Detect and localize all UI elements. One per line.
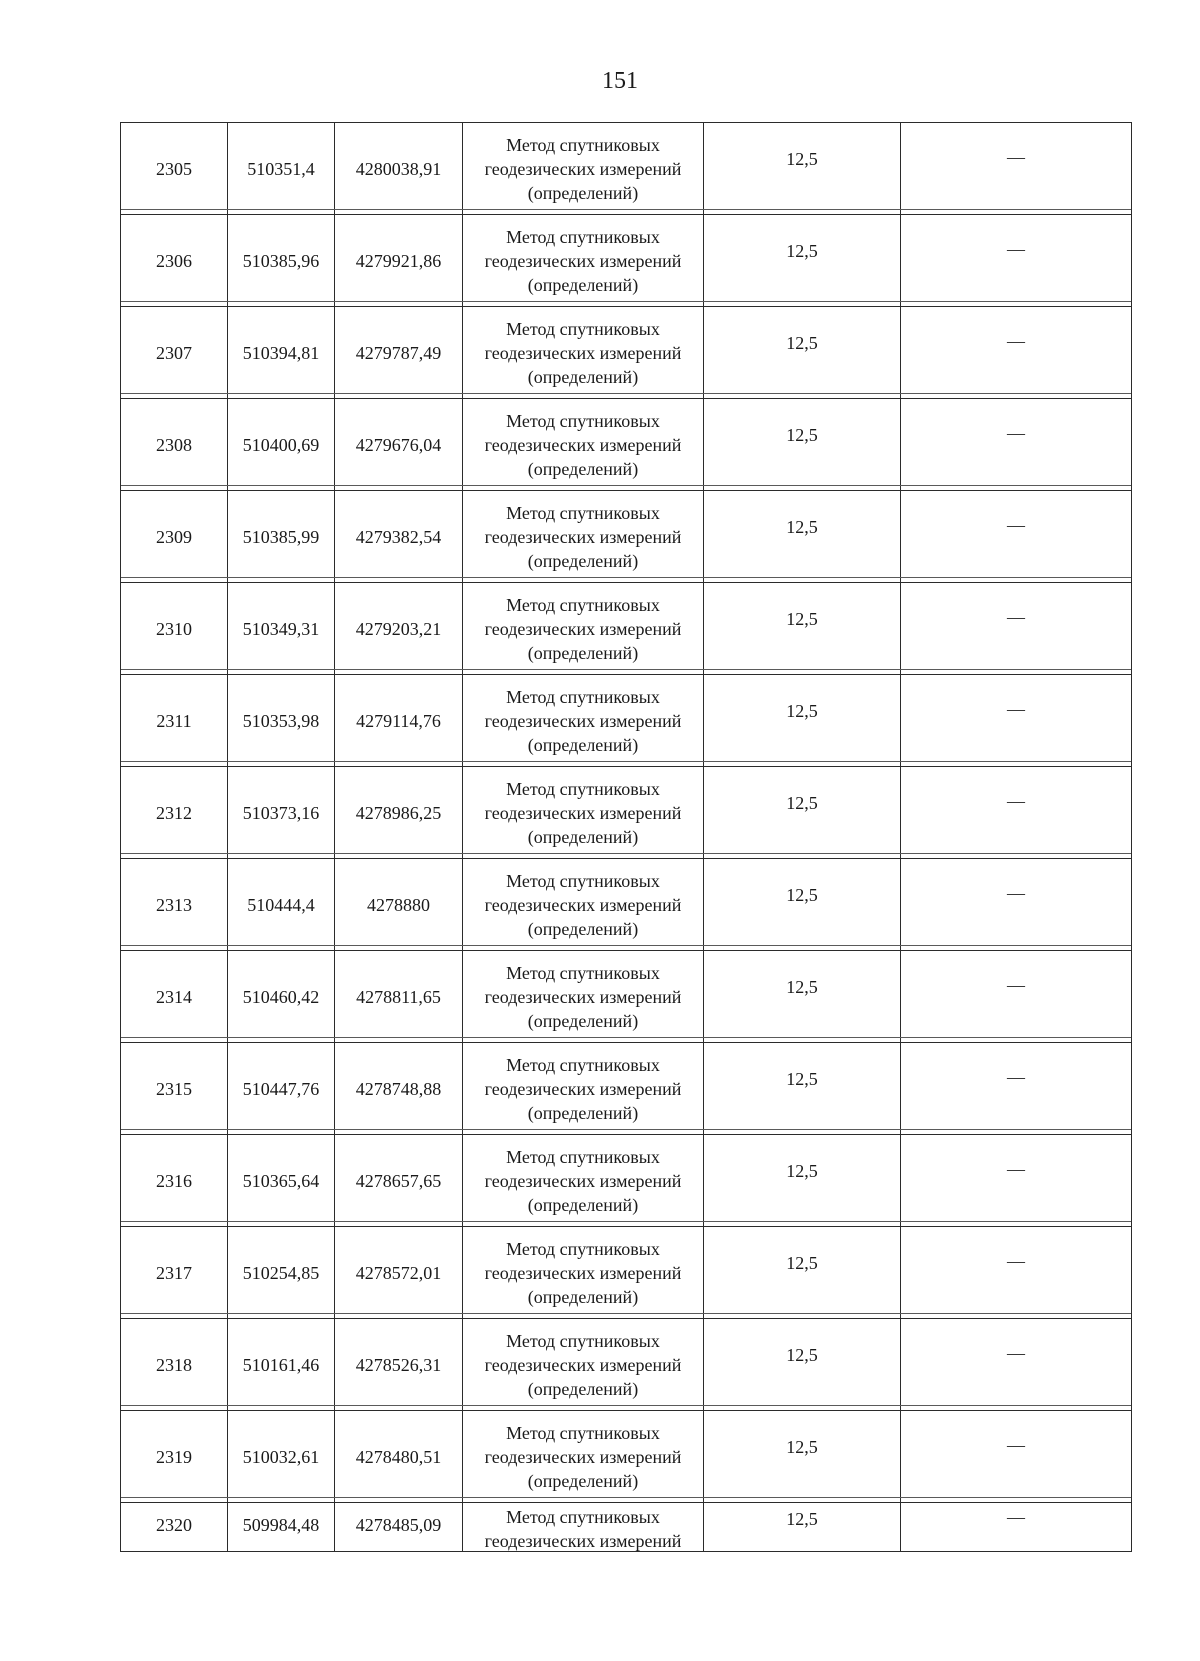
method-line: (определений): [527, 550, 639, 571]
method-cell: [463, 675, 704, 766]
method-line: (определений): [527, 274, 639, 295]
method-line: (определений): [527, 1102, 639, 1123]
y-coordinate-cell: 4279676,04: [335, 399, 463, 490]
accuracy-cell: 12,5: [704, 1043, 901, 1134]
table-row: [121, 307, 1131, 399]
method-cell: [463, 583, 704, 674]
method-line: (определений): [527, 642, 639, 663]
table-row: [121, 1043, 1131, 1135]
method-line: геодезических измерений: [484, 1262, 682, 1283]
method-cell: [463, 1319, 704, 1410]
table-row: [121, 675, 1131, 767]
description-cell: —: [1007, 791, 1025, 811]
y-coordinate-cell: 4278811,65: [335, 951, 463, 1042]
y-coordinate-cell: 4278986,25: [335, 767, 463, 858]
x-coordinate-cell: 510032,61: [228, 1411, 335, 1502]
x-coordinate-cell: 510365,64: [228, 1135, 335, 1226]
x-coordinate-cell: 510161,46: [228, 1319, 335, 1410]
point-number-cell: 2319: [121, 1411, 228, 1502]
description-cell: —: [1007, 1507, 1025, 1527]
point-number-cell: 2320: [121, 1503, 228, 1551]
method-line: геодезических измерений: [484, 1446, 682, 1467]
method-line: Метод спутниковых: [506, 594, 660, 615]
table-row: [121, 1411, 1131, 1503]
method-line: геодезических измерений: [484, 158, 682, 179]
method-cell: [463, 1411, 704, 1502]
point-number-cell: 2317: [121, 1227, 228, 1318]
method-line: Метод спутниковых: [506, 778, 660, 799]
accuracy-cell: 12,5: [704, 951, 901, 1042]
point-number-cell: 2309: [121, 491, 228, 582]
x-coordinate-cell: 510447,76: [228, 1043, 335, 1134]
y-coordinate-cell: 4279203,21: [335, 583, 463, 674]
x-coordinate-cell: 510349,31: [228, 583, 335, 674]
table-row: [121, 1227, 1131, 1319]
accuracy-cell: 12,5: [704, 1503, 901, 1551]
accuracy-cell: 12,5: [704, 583, 901, 674]
x-coordinate-cell: 510385,96: [228, 215, 335, 306]
table-row: [121, 215, 1131, 307]
description-cell: —: [1007, 515, 1025, 535]
accuracy-cell: 12,5: [704, 859, 901, 950]
table-row: [121, 859, 1131, 951]
x-coordinate-cell: 510394,81: [228, 307, 335, 398]
method-line: Метод спутниковых: [506, 318, 660, 339]
y-coordinate-cell: 4278748,88: [335, 1043, 463, 1134]
method-cell: [463, 491, 704, 582]
point-number-cell: 2305: [121, 123, 228, 214]
method-line: Метод спутниковых: [506, 1422, 660, 1443]
method-line: геодезических измерений: [484, 342, 682, 363]
method-cell: [463, 399, 704, 490]
description-cell: —: [1007, 883, 1025, 903]
y-coordinate-cell: 4278526,31: [335, 1319, 463, 1410]
method-line: Метод спутниковых: [506, 686, 660, 707]
method-line: Метод спутниковых: [506, 410, 660, 431]
table-row: [121, 491, 1131, 583]
point-number-cell: 2314: [121, 951, 228, 1042]
method-line: геодезических измерений: [484, 1531, 682, 1551]
x-coordinate-cell: 510460,42: [228, 951, 335, 1042]
method-line: Метод спутниковых: [506, 1238, 660, 1259]
description-cell: —: [1007, 607, 1025, 627]
method-line: геодезических измерений: [484, 618, 682, 639]
table-row: [121, 583, 1131, 675]
point-number-cell: 2311: [121, 675, 228, 766]
method-line: Метод спутниковых: [506, 1507, 660, 1527]
method-line: Метод спутниковых: [506, 134, 660, 155]
point-number-cell: 2315: [121, 1043, 228, 1134]
x-coordinate-cell: 510254,85: [228, 1227, 335, 1318]
method-line: (определений): [527, 826, 639, 847]
x-coordinate-cell: 510385,99: [228, 491, 335, 582]
coordinates-table: [120, 122, 1132, 1552]
method-line: Метод спутниковых: [506, 870, 660, 891]
description-cell: —: [1007, 147, 1025, 167]
table-row: [121, 951, 1131, 1043]
accuracy-cell: 12,5: [704, 399, 901, 490]
method-line: (определений): [527, 366, 639, 387]
table-row: [121, 1503, 1131, 1552]
method-line: (определений): [527, 182, 639, 203]
method-cell: [463, 951, 704, 1042]
accuracy-cell: 12,5: [704, 491, 901, 582]
method-line: геодезических измерений: [484, 802, 682, 823]
table-row: [121, 1319, 1131, 1411]
y-coordinate-cell: 4280038,91: [335, 123, 463, 214]
y-coordinate-cell: 4279382,54: [335, 491, 463, 582]
method-line: (определений): [527, 1194, 639, 1215]
method-line: геодезических измерений: [484, 1078, 682, 1099]
accuracy-cell: 12,5: [704, 123, 901, 214]
description-cell: —: [1007, 1343, 1025, 1363]
method-line: Метод спутниковых: [506, 1054, 660, 1075]
method-cell: [463, 307, 704, 398]
method-line: (определений): [527, 1286, 639, 1307]
method-cell: [463, 123, 704, 214]
accuracy-cell: 12,5: [704, 215, 901, 306]
description-cell: —: [1007, 699, 1025, 719]
accuracy-cell: 12,5: [704, 307, 901, 398]
method-line: (определений): [527, 1470, 639, 1491]
method-line: Метод спутниковых: [506, 1330, 660, 1351]
y-coordinate-cell: 4278480,51: [335, 1411, 463, 1502]
method-cell: [463, 1043, 704, 1134]
x-coordinate-cell: 510353,98: [228, 675, 335, 766]
x-coordinate-cell: 510400,69: [228, 399, 335, 490]
table-row: [121, 399, 1131, 491]
accuracy-cell: 12,5: [704, 1319, 901, 1410]
y-coordinate-cell: 4279921,86: [335, 215, 463, 306]
accuracy-cell: 12,5: [704, 675, 901, 766]
description-cell: —: [1007, 423, 1025, 443]
table-row: [121, 1135, 1131, 1227]
method-line: (определений): [527, 1010, 639, 1031]
x-coordinate-cell: 509984,48: [228, 1503, 335, 1551]
method-cell: [463, 859, 704, 950]
point-number-cell: 2310: [121, 583, 228, 674]
method-line: (определений): [527, 458, 639, 479]
description-cell: —: [1007, 1159, 1025, 1179]
y-coordinate-cell: 4278657,65: [335, 1135, 463, 1226]
description-cell: —: [1007, 239, 1025, 259]
method-line: геодезических измерений: [484, 1354, 682, 1375]
method-cell: [463, 1135, 704, 1226]
point-number-cell: 2308: [121, 399, 228, 490]
method-cell: [463, 767, 704, 858]
description-cell: —: [1007, 331, 1025, 351]
table-row: [121, 123, 1131, 215]
method-cell: [463, 215, 704, 306]
method-line: геодезических измерений: [484, 894, 682, 915]
point-number-cell: 2312: [121, 767, 228, 858]
accuracy-cell: 12,5: [704, 1227, 901, 1318]
method-line: (определений): [527, 1378, 639, 1399]
y-coordinate-cell: 4279787,49: [335, 307, 463, 398]
method-cell: [463, 1227, 704, 1318]
x-coordinate-cell: 510351,4: [228, 123, 335, 214]
point-number-cell: 2318: [121, 1319, 228, 1410]
method-line: Метод спутниковых: [506, 962, 660, 983]
page-number: 151: [602, 68, 638, 94]
method-line: геодезических измерений: [484, 526, 682, 547]
method-line: Метод спутниковых: [506, 226, 660, 247]
accuracy-cell: 12,5: [704, 767, 901, 858]
point-number-cell: 2316: [121, 1135, 228, 1226]
y-coordinate-cell: 4278880: [335, 859, 463, 950]
description-cell: —: [1007, 1067, 1025, 1087]
description-cell: —: [1007, 1435, 1025, 1455]
point-number-cell: 2307: [121, 307, 228, 398]
method-line: Метод спутниковых: [506, 1146, 660, 1167]
table-row: [121, 767, 1131, 859]
y-coordinate-cell: 4278572,01: [335, 1227, 463, 1318]
accuracy-cell: 12,5: [704, 1135, 901, 1226]
method-line: Метод спутниковых: [506, 502, 660, 523]
description-cell: —: [1007, 975, 1025, 995]
accuracy-cell: 12,5: [704, 1411, 901, 1502]
method-line: (определений): [527, 918, 639, 939]
method-line: геодезических измерений: [484, 710, 682, 731]
point-number-cell: 2313: [121, 859, 228, 950]
method-cell: [463, 1503, 704, 1551]
description-cell: —: [1007, 1251, 1025, 1271]
x-coordinate-cell: 510373,16: [228, 767, 335, 858]
method-line: геодезических измерений: [484, 434, 682, 455]
y-coordinate-cell: 4278485,09: [335, 1503, 463, 1551]
method-line: геодезических измерений: [484, 1170, 682, 1191]
method-line: (определений): [527, 734, 639, 755]
x-coordinate-cell: 510444,4: [228, 859, 335, 950]
method-line: геодезических измерений: [484, 986, 682, 1007]
point-number-cell: 2306: [121, 215, 228, 306]
y-coordinate-cell: 4279114,76: [335, 675, 463, 766]
method-line: геодезических измерений: [484, 250, 682, 271]
